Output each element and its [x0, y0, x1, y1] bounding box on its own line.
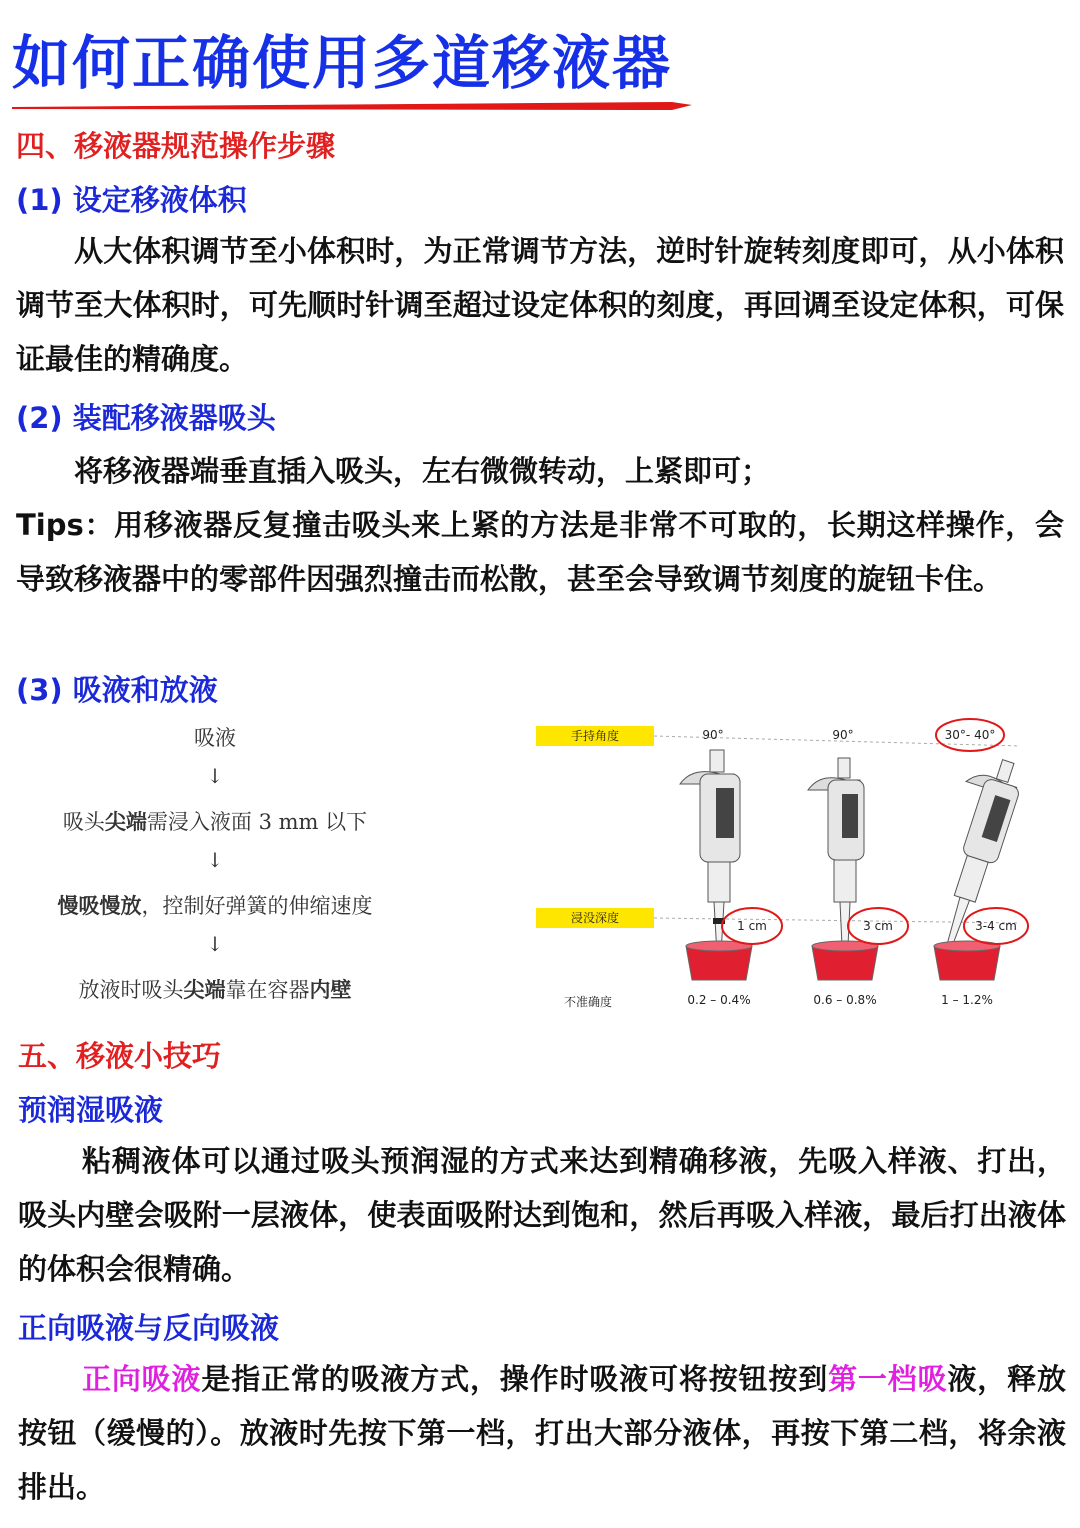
tip2-text: 是指正常的吸液方式，操作时吸液可将按钮按到	[201, 1362, 829, 1396]
tip1-heading: 预润湿吸液	[18, 1093, 164, 1127]
tag-immersion-depth: 浸没深度	[536, 908, 654, 928]
pipette-2-angle: 90°	[832, 728, 854, 742]
pipette-angle-depth-figure	[530, 718, 1030, 1013]
step2-heading: (2) 装配移液器吸头	[16, 401, 276, 435]
inaccuracy-label: 不准确度	[564, 995, 613, 1009]
flow-arrow-1: ↓	[206, 764, 224, 788]
flow-text: 放液时吸头	[78, 978, 184, 1002]
flow-text: 需浸入液面 3 mm 以下	[146, 810, 368, 834]
pipette-2-icon	[808, 758, 878, 980]
section5-heading: 五、移液小技巧	[18, 1039, 222, 1073]
step2-body: 将移液器端垂直插入吸头，左右微微转动，上紧即可；	[74, 454, 771, 488]
tip2-heading: 正向吸液与反向吸液	[18, 1311, 280, 1345]
title-arrow-underline	[12, 98, 692, 112]
pipette-1-angle: 90°	[702, 728, 724, 742]
pipette-3-inaccuracy: 1 – 1.2%	[941, 993, 993, 1007]
section4-heading: 四、移液器规范操作步骤	[16, 129, 336, 163]
tip2-highlight-first-stop: 第一档吸	[828, 1362, 948, 1396]
step2-tips: Tips：用移液器反复撞击吸头来上紧的方法是非常不可取的，长期这样操作，会导致移液器中的零部件因强烈撞击而松散，甚至会导致调节刻度的旋钮卡住。	[16, 508, 1064, 596]
flow-arrow-2: ↓	[206, 848, 224, 872]
flow-step-aspirate: 吸液	[194, 726, 236, 750]
flow-step-dispense	[20, 974, 410, 1004]
tip2-text: 液，释放按钮（缓慢的）。放液时先按下第一档，打出大部分液体，再	[18, 1362, 1066, 1450]
step3-heading: (3) 吸液和放液	[16, 673, 218, 707]
flow-text-bold: 慢吸慢放	[57, 893, 142, 918]
tag-hold-angle: 手持角度	[536, 726, 654, 746]
pipette-3-icon	[912, 751, 1028, 966]
flow-step-immerse	[20, 806, 410, 836]
flow-text-bold: 尖端	[183, 977, 226, 1002]
pipette-1-icon	[680, 750, 752, 980]
tip2-highlight-forward: 正向吸液	[82, 1362, 202, 1396]
pipette-1-depth: 1 cm	[737, 919, 767, 933]
flow-text: 吸头	[62, 810, 105, 834]
pipette-2-inaccuracy: 0.6 – 0.8%	[813, 993, 877, 1007]
flow-text-bold: 内壁	[309, 977, 352, 1002]
pipette-3-depth: 3-4 cm	[975, 919, 1017, 933]
flow-arrow-3: ↓	[206, 932, 224, 956]
pipette-1-inaccuracy: 0.2 – 0.4%	[687, 993, 751, 1007]
tip2-text: 按下第二档，将余液排出。	[18, 1416, 1066, 1504]
pipette-illustrations	[530, 718, 1030, 1013]
flow-text-bold: 尖端	[104, 809, 147, 834]
page-title: 如何正确使用多道移液器	[12, 29, 673, 97]
tip2-body	[18, 1352, 1066, 1514]
flow-step-slow	[20, 890, 410, 920]
step1-body: 从大体积调节至小体积时，为正常调节方法，逆时针旋转刻度即可，从小体积调节至大体积时，可先顺时针调至超过设定体积的刻度，再回调至设定体积，可保证最佳的精确度。	[16, 234, 1064, 376]
beaker-3-icon	[934, 941, 1000, 980]
pipette-3-angle: 30°- 40°	[944, 728, 996, 742]
pipette-2-depth: 3 cm	[863, 919, 893, 933]
tip1-body: 粘稠液体可以通过吸头预润湿的方式来达到精确移液，先吸入样液、打出，吸头内壁会吸附一层液体，使表面吸附达到饱和，然后再吸入样液，最后打出液体的体积会很精确。	[18, 1144, 1066, 1286]
flow-text: 靠在容器	[225, 978, 310, 1002]
flow-text: ，控制好弹簧的伸缩速度	[141, 894, 373, 918]
step1-heading: (1) 设定移液体积	[16, 183, 247, 217]
aspirate-dispense-flow	[20, 720, 420, 1010]
